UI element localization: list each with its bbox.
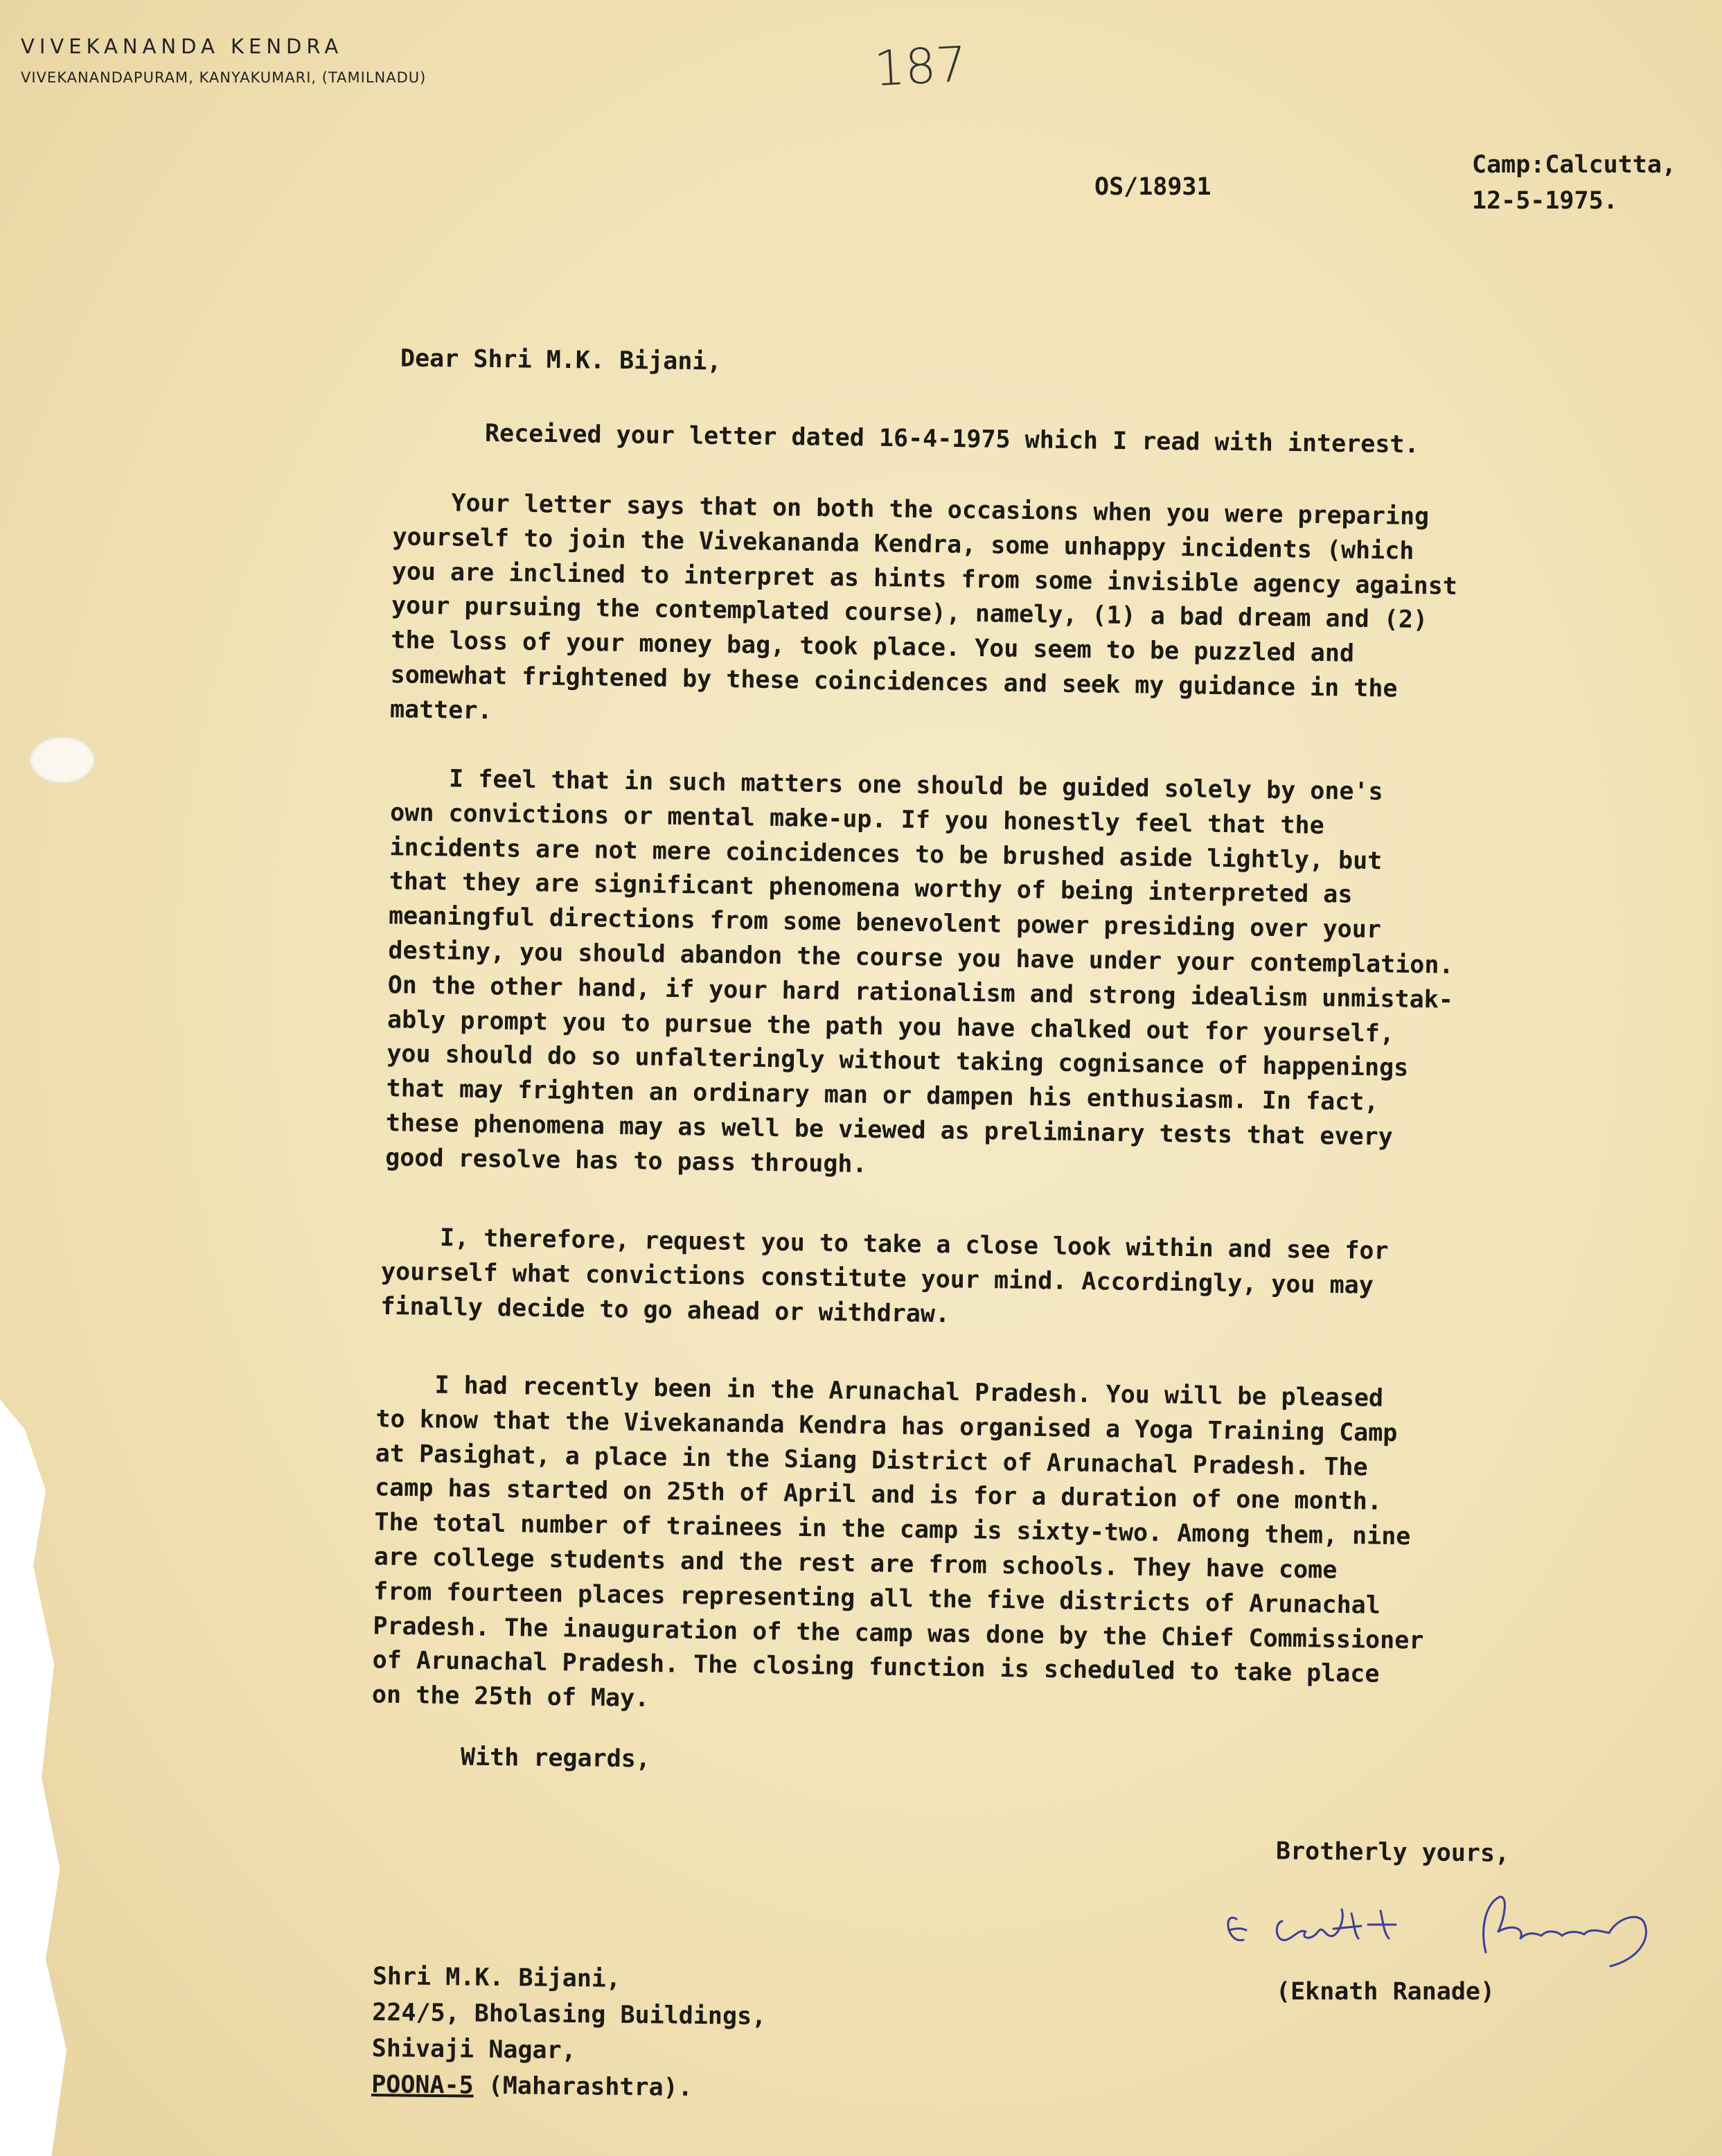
place-date <box>1472 147 1676 219</box>
letterhead-address: VIVEKANANDAPURAM, KANYAKUMARI, (TAMILNADU) <box>21 69 427 86</box>
paragraph-line: The total number of trainees in the camp is sixty-two. Among them, nine <box>374 1508 1411 1551</box>
paragraph-line: I, therefore, request you to take a close look within and see for <box>381 1223 1389 1266</box>
recipient-city: POONA-5 <box>371 2071 474 2100</box>
paragraph-line: ably prompt you to pursue the path you have chalked out for yourself, <box>387 1005 1395 1048</box>
paragraph-line: Received your letter dated 16-4-1975 which I read with interest. <box>484 419 1419 459</box>
paragraph-line: these phenomena may as well be viewed as preliminary tests that every <box>385 1109 1394 1151</box>
recipient-address <box>371 1959 767 2107</box>
paragraph-1 <box>485 417 1419 463</box>
paragraph-line: camp has started on 25th of April and is for a duration of one month. <box>374 1474 1383 1517</box>
paragraph-line: you should do so unfalteringly without taking cognisance of happenings <box>387 1040 1409 1083</box>
signer-name: (Eknath Ranade) <box>1276 1978 1495 2006</box>
paragraph-line: yourself to join the Vivekananda Kendra, some unhappy incidents (which <box>392 523 1414 565</box>
paragraph-line: destiny, you should abandon the course you have under your contemplation. <box>388 937 1454 980</box>
letterhead-org: VIVEKANANDA KENDRA <box>21 35 344 58</box>
paragraph-line: somewhat frightened by these coincidences and seek my guidance in the <box>390 661 1398 703</box>
recipient-name: Shri M.K. Bijani, <box>372 1963 621 1993</box>
paragraph-line: of Arunachal Pradesh. The closing function is scheduled to take place <box>372 1646 1380 1689</box>
paragraph-2 <box>390 486 1459 742</box>
recipient-city-line <box>371 2067 765 2107</box>
paragraph-line: your pursuing the contemplated course), namely, (1) a bad dream and (2) <box>391 592 1428 635</box>
paragraph-line: yourself what convictions constitute your mind. Accordingly, you may <box>380 1257 1374 1300</box>
paragraph-line: you are inclined to interpret as hints from some invisible agency against <box>391 557 1458 601</box>
handwritten-signature <box>1223 1890 1680 1987</box>
paragraph-line: on the 25th of May. <box>371 1681 650 1713</box>
punch-hole <box>29 736 96 784</box>
date: 12-5-1975. <box>1472 187 1618 215</box>
paragraph-line: that they are significant phenomena worthy of being interpreted as <box>389 867 1353 910</box>
closing: Brotherly yours, <box>1275 1837 1510 1868</box>
paragraph-line: at Pasighat, a place in the Siang District of Arunachal Pradesh. The <box>375 1440 1368 1482</box>
paragraph-line: Pradesh. The inauguration of the camp was done by the Chief Commissioner <box>373 1611 1424 1655</box>
paragraph-line: own convictions or mental make-up. If you honestly feel that the <box>389 799 1324 840</box>
place: Camp:Calcutta, <box>1472 151 1677 179</box>
paragraph-line: On the other hand, if your hard rationalism and strong idealism unmistak- <box>387 971 1454 1014</box>
paragraph-3 <box>385 761 1456 1190</box>
paragraph-line: finally decide to go ahead or withdraw. <box>380 1292 950 1328</box>
paragraph-line: matter. <box>389 696 492 725</box>
regards: With regards, <box>460 1743 651 1774</box>
paragraph-line: I had recently been in the Arunachal Pradesh. You will be pleased <box>375 1370 1384 1413</box>
paragraph-line: Your letter says that on both the occasions when you were preparing <box>392 488 1430 531</box>
recipient-state: (Maharashtra). <box>473 2071 693 2102</box>
paragraph-line: I feel that in such matters one should be guided solely by one's <box>390 764 1383 806</box>
paragraph-4 <box>380 1221 1389 1338</box>
paragraph-line: to know that the Vivekananda Kendra has organised a Yoga Training Camp <box>375 1405 1398 1447</box>
page-number: 187 <box>872 35 968 98</box>
recipient-line-1: 224/5, Bholasing Buildings, <box>372 1999 767 2031</box>
paragraph-line: the loss of your money bag, took place. You seem to be puzzled and <box>391 626 1355 668</box>
reference-number: OS/18931 <box>1094 173 1211 201</box>
torn-edge <box>0 1399 83 2156</box>
salutation: Dear Shri M.K. Bijani, <box>400 344 722 376</box>
paragraph-5 <box>372 1368 1428 1727</box>
paragraph-line: are college students and the rest are from schools. They have come <box>373 1543 1338 1584</box>
recipient-line-2: Shivaji Nagar, <box>371 2035 576 2065</box>
paragraph-line: good resolve has to pass through. <box>384 1144 867 1178</box>
paragraph-line: meaningful directions from some benevolent power presiding over your <box>388 902 1382 944</box>
paragraph-line: that may frighten an ordinary man or dampen his enthusiasm. In fact, <box>386 1075 1379 1117</box>
paragraph-line: from fourteen places representing all the five districts of Arunachal <box>373 1578 1381 1620</box>
paragraph-line: incidents are not mere coincidences to be brushed aside lightly, but <box>389 833 1383 875</box>
